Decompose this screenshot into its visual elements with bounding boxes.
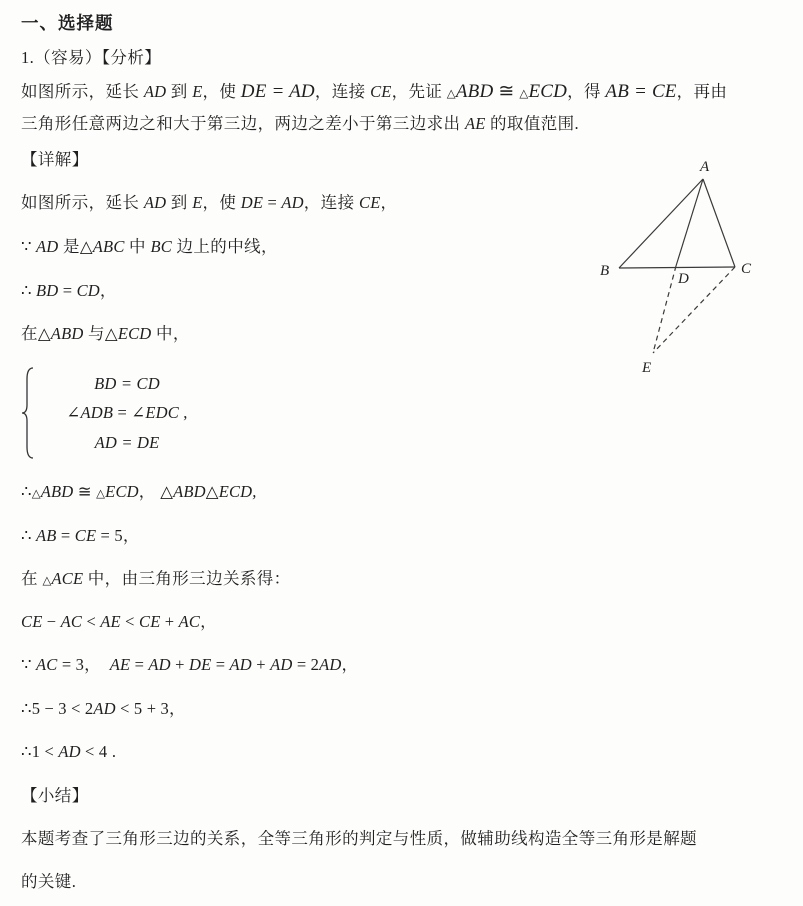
vertex-label-E: E <box>642 360 652 376</box>
solution-line-median: ∵ AD 是△ABC 中 BC 边上的中线， <box>21 237 278 256</box>
equation-system <box>20 366 212 460</box>
solution-line-ab-ce-5: ∴ AB = CE = 5， <box>21 526 140 545</box>
summary-label: 【小结】 <box>21 786 89 805</box>
geometry-diagram <box>592 152 803 386</box>
vertex-label-B: B <box>600 263 610 279</box>
solution-line-result: ∴1 < AD < 4 . <box>21 742 117 761</box>
dashed-DE <box>653 266 676 353</box>
summary-line-1: 本题考查了三角形三边的关系，全等三角形的判定与性质，做辅助线构造全等三角形是解题 <box>21 829 697 848</box>
solution-line-bd-cd: ∴ BD = CD， <box>21 281 117 300</box>
solution-line-substitute: ∵ AC = 3， AE = AD + DE = AD + AD = 2AD， <box>21 655 359 674</box>
summary-line-2: 的关键. <box>21 872 77 891</box>
system-eq-2: ∠ADB = ∠EDC , <box>66 403 188 423</box>
edge-AC <box>703 179 735 267</box>
problem-analysis-label: 1.（容易）【分析】 <box>21 48 162 67</box>
median-AD <box>676 179 703 266</box>
solution-line-in-ace: 在 △ACE 中，由三角形三边关系得： <box>21 569 291 588</box>
vertex-label-C: C <box>741 261 752 277</box>
solution-line-congruent: ∴△ABD ≅ △ECD， △ABD△ECD, <box>21 482 257 501</box>
solution-line-construction: 如图所示，延长 AD 到 E，使 DE = AD，连接 CE， <box>21 193 398 212</box>
solution-line-in-triangles: 在△ABD 与△ECD 中， <box>21 324 190 343</box>
edge-BA <box>619 179 703 268</box>
solution-line-bounds: ∴5 − 3 < 2AD < 5 + 3， <box>21 699 186 718</box>
solution-line-inequality: CE − AC < AE < CE + AC， <box>21 612 218 631</box>
dashed-CE <box>653 267 735 353</box>
edge-BC <box>619 267 735 268</box>
analysis-paragraph-line-1: 如图所示，延长 AD 到 E，使 DE = AD，连接 CE，先证 △ABD ≅ △ECD，得 AB = CE，再由 <box>21 81 728 102</box>
system-eq-1: BD = CD <box>94 373 160 393</box>
section-heading: 一、选择题 <box>21 13 114 33</box>
detail-label: 【详解】 <box>21 150 89 169</box>
equation-system-lines <box>42 369 212 458</box>
analysis-paragraph-line-2: 三角形任意两边之和大于第三边，两边之差小于第三边求出 AE 的取值范围. <box>21 114 580 133</box>
left-brace <box>20 366 36 460</box>
vertex-label-A: A <box>700 159 710 175</box>
vertex-label-D: D <box>678 271 689 287</box>
system-eq-3: AD = DE <box>94 432 160 452</box>
